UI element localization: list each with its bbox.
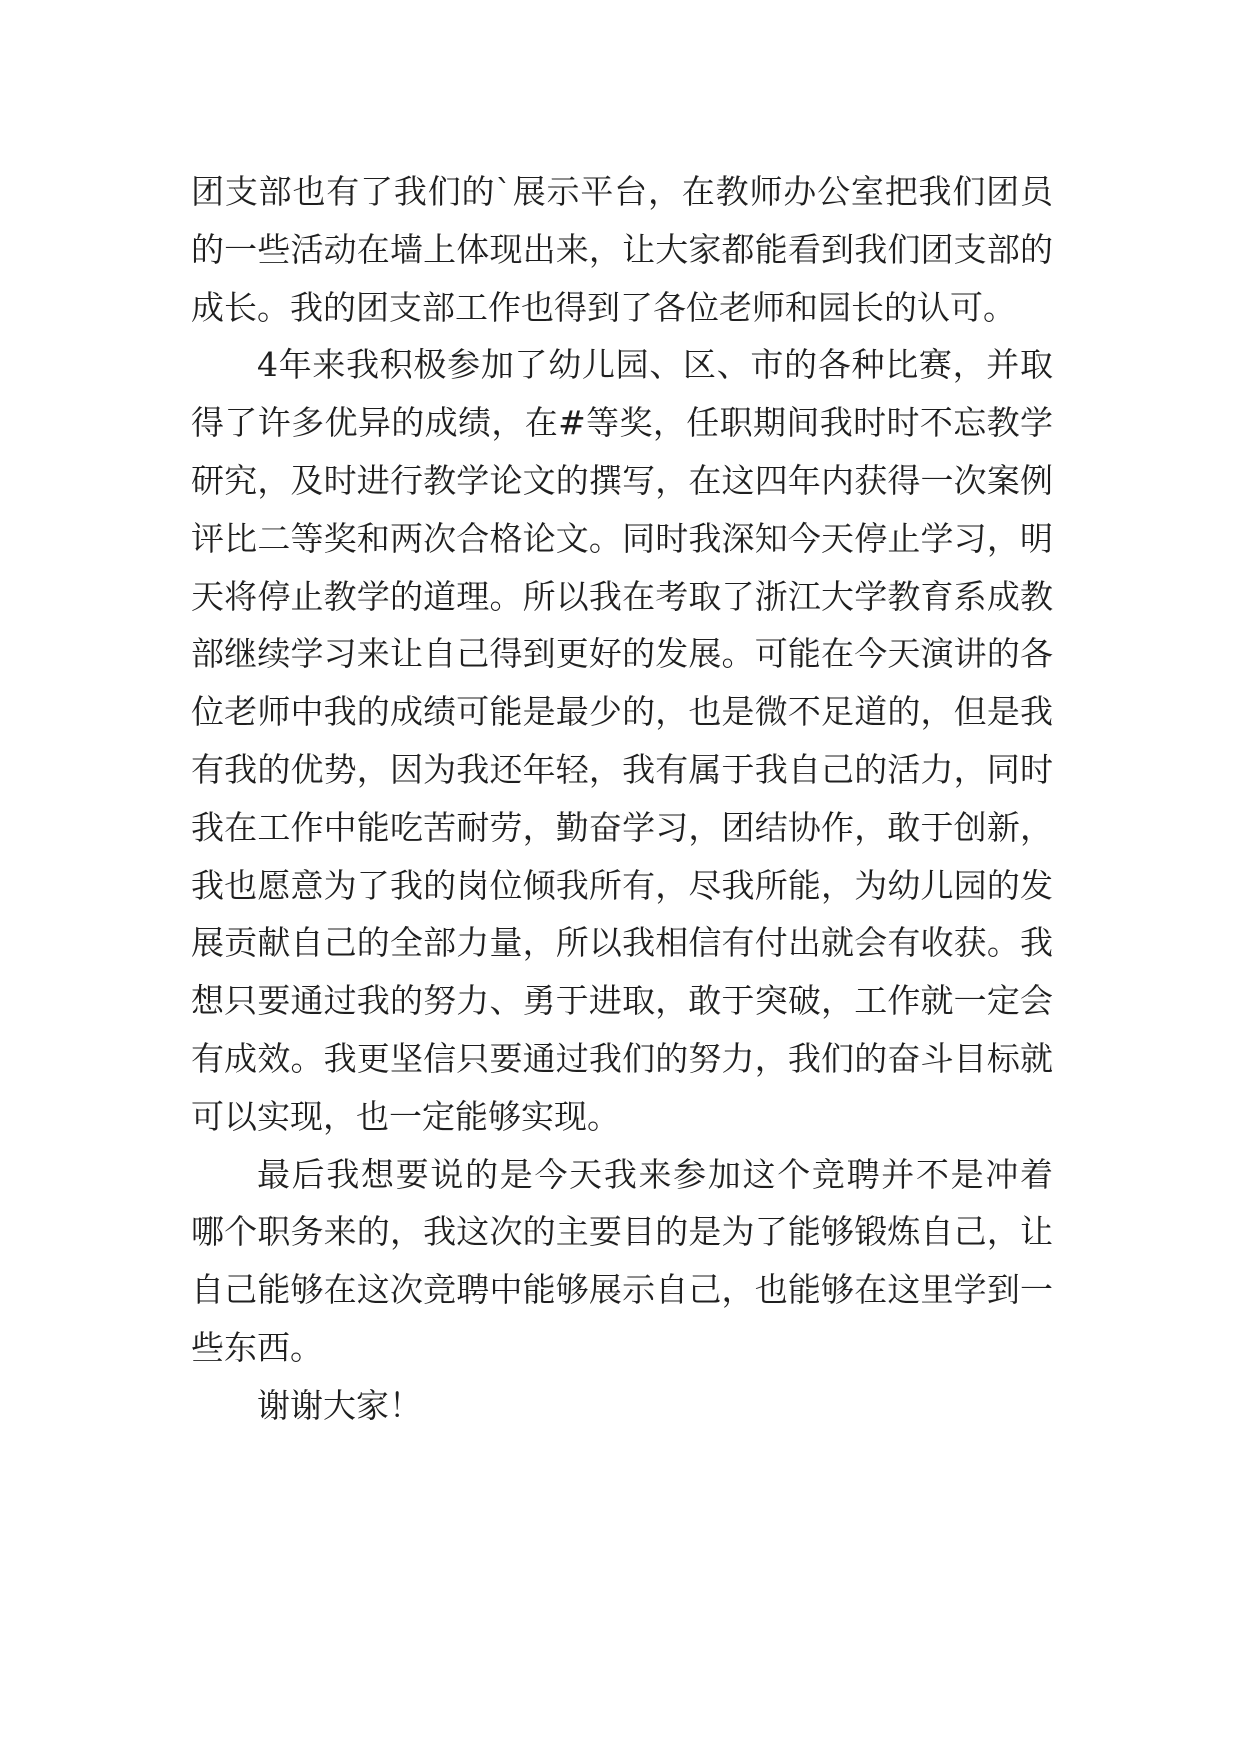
text-line: 团支部也有了我们的`展示平台，在教师办公室把我们团员 [191,172,1053,211]
text-line: 评比二等奖和两次合格论文。同时我深知今天停止学习，明 [191,518,1053,558]
text-line: 得了许多优异的成绩，在#等奖，任职期间我时时不忘教学 [191,403,1053,443]
body-text [191,163,1053,1435]
text-line: 我在工作中能吃苦耐劳，勤奋学习，团结协作，敢于创新， [191,807,1053,847]
text-line: 哪个职务来的，我这次的主要目的是为了能够锻炼自己，让 [191,1212,1053,1252]
text-line: 有成效。我更坚信只要通过我们的努力，我们的奋斗目标就 [191,1038,1053,1078]
text-line: 些东西。 [191,1327,323,1367]
text-line: 有我的优势，因为我还年轻，我有属于我自己的活力，同时 [191,749,1053,789]
text-line: 最后我想要说的是今天我来参加这个竞聘并不是冲着 [257,1154,1053,1194]
text-line: 自己能够在这次竞聘中能够展示自己，也能够在这里学到一 [191,1270,1053,1310]
text-line: 想只要通过我的努力、勇于进取，敢于突破，工作就一定会 [191,981,1053,1021]
text-line: 天将停止教学的道理。所以我在考取了浙江大学教育系成教 [191,576,1053,616]
text-line: 成长。我的团支部工作也得到了各位老师和园长的认可。 [191,287,1016,327]
text-line: 可以实现，也一定能够实现。 [191,1096,620,1136]
text-line: 我也愿意为了我的岗位倾我所有，尽我所能，为幼儿园的发 [191,865,1053,905]
text-line: 部继续学习来让自己得到更好的发展。可能在今天演讲的各 [191,634,1053,674]
closing-line: 谢谢大家！ [257,1385,422,1425]
text-line: 的一些活动在墙上体现出来，让大家都能看到我们团支部的 [191,229,1053,269]
text-line: 4年来我积极参加了幼儿园、区、市的各种比赛，并取 [257,345,1053,385]
text-line: 研究，及时进行教学论文的撰写，在这四年内获得一次案例 [191,460,1053,500]
text-line: 展贡献自己的全部力量，所以我相信有付出就会有收获。我 [191,923,1053,963]
text-line: 位老师中我的成绩可能是最少的，也是微不足道的，但是我 [191,692,1053,732]
